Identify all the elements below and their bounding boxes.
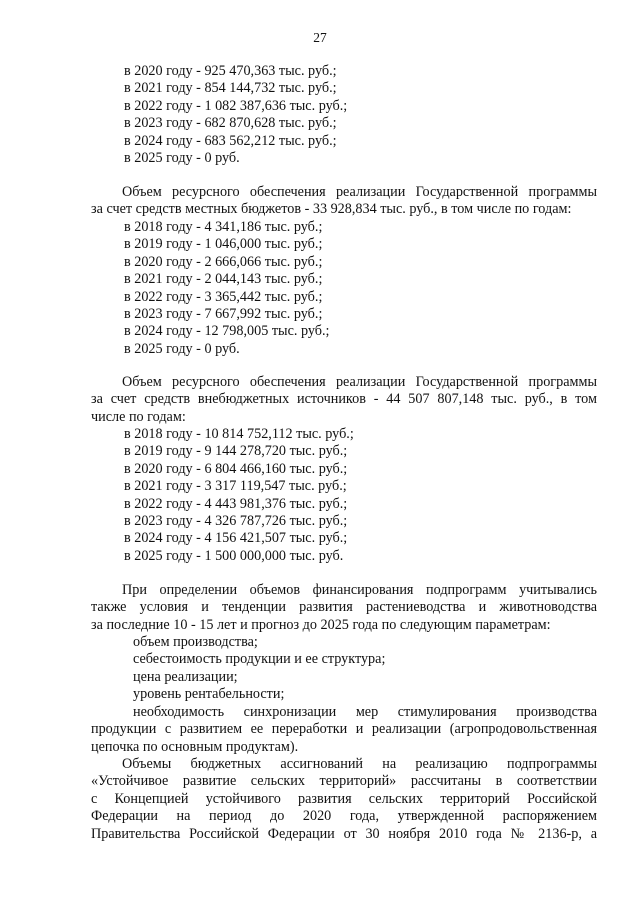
paragraph-line: за счет средств внебюджетных источников - 44 507 807,148 тыс. руб., в том	[91, 391, 597, 408]
parameters-list	[133, 634, 385, 704]
list-item: в 2018 году - 4 341,186 тыс. руб.;	[124, 219, 323, 235]
list-item: в 2025 году - 0 руб.	[124, 149, 240, 166]
list-item: в 2020 году - 6 804 466,160 тыс. руб.;	[124, 460, 348, 477]
paragraph-line: за счет средств местных бюджетов - 33 928,834 тыс. руб., в том числе по годам:	[91, 201, 572, 218]
list-item: в 2023 году - 4 326 787,726 тыс. руб.;	[124, 512, 348, 529]
extra-budget-paragraph	[91, 374, 597, 426]
list-item: в 2018 году - 10 814 752,112 тыс. руб.;	[124, 426, 354, 442]
list-item: объем производства;	[133, 634, 258, 650]
paragraph-line: также условия и тенденции развития растениеводства и животноводства	[91, 599, 597, 616]
list-item: уровень рентабельности;	[133, 686, 285, 703]
list-item: в 2024 году - 683 562,212 тыс. руб.;	[124, 132, 337, 149]
paragraph-line: необходимость синхронизации мер стимулирования производства	[133, 704, 597, 720]
extra-funding-list	[124, 426, 354, 565]
sync-paragraph	[91, 704, 597, 756]
paragraph-line: продукции с развитием ее переработки и реализации (агропродовольственная	[91, 721, 597, 738]
list-item: цена реализации;	[133, 668, 238, 685]
local-funding-list	[124, 219, 329, 358]
page-number: 27	[313, 30, 327, 45]
list-item: в 2021 году - 2 044,143 тыс. руб.;	[124, 271, 323, 288]
paragraph-line: Правительства Российской Федерации от 30 ноября 2010 года № 2136-р, а	[91, 825, 597, 842]
list-item: в 2024 году - 12 798,005 тыс. руб.;	[124, 323, 330, 340]
list-item: в 2024 году - 4 156 421,507 тыс. руб.;	[124, 530, 348, 547]
list-item: в 2020 году - 2 666,066 тыс. руб.;	[124, 253, 323, 270]
list-item: в 2025 году - 1 500 000,000 тыс. руб.	[124, 547, 344, 564]
list-item: себестоимость продукции и ее структура;	[133, 651, 386, 668]
paragraph-line: цепочка по основным продуктам).	[91, 738, 299, 755]
paragraph-line: Объем ресурсного обеспечения реализации Государственной программы	[122, 374, 597, 390]
list-item: в 2023 году - 682 870,628 тыс. руб.;	[124, 115, 337, 132]
paragraph-line: числе по годам:	[91, 408, 186, 425]
list-item: в 2022 году - 3 365,442 тыс. руб.;	[124, 288, 323, 305]
list-item: в 2023 году - 7 667,992 тыс. руб.;	[124, 305, 323, 322]
paragraph-line: Объемы бюджетных ассигнований на реализацию подпрограммы	[122, 756, 597, 772]
paragraph-line: Федерации на период до 2020 года, утвержденной распоряжением	[91, 808, 597, 825]
list-item: в 2025 году - 0 руб.	[124, 340, 240, 357]
paragraph-line: за последние 10 - 15 лет и прогноз до 2025 года по следующим параметрам:	[91, 616, 551, 633]
paragraph-line: Объем ресурсного обеспечения реализации Государственной программы	[122, 184, 597, 200]
regional-funding-list	[124, 63, 347, 167]
paragraph-line: При определении объемов финансирования подпрограмм учитывались	[122, 582, 597, 598]
list-item: в 2019 году - 9 144 278,720 тыс. руб.;	[124, 443, 348, 460]
list-item: в 2022 году - 4 443 981,376 тыс. руб.;	[124, 495, 348, 512]
parameters-paragraph	[91, 582, 597, 634]
list-item: в 2020 году - 925 470,363 тыс. руб.;	[124, 63, 337, 79]
list-item: в 2022 году - 1 082 387,636 тыс. руб.;	[124, 97, 348, 114]
local-budget-paragraph	[91, 184, 597, 219]
paragraph-line: с Концепцией устойчивого развития сельских территорий Российской	[91, 790, 597, 807]
rural-paragraph	[91, 756, 597, 843]
list-item: в 2021 году - 3 317 119,547 тыс. руб.;	[124, 478, 347, 495]
list-item: в 2019 году - 1 046,000 тыс. руб.;	[124, 236, 323, 253]
list-item: в 2021 году - 854 144,732 тыс. руб.;	[124, 80, 337, 97]
paragraph-line: «Устойчивое развитие сельских территорий» рассчитаны в соответствии	[91, 773, 597, 790]
